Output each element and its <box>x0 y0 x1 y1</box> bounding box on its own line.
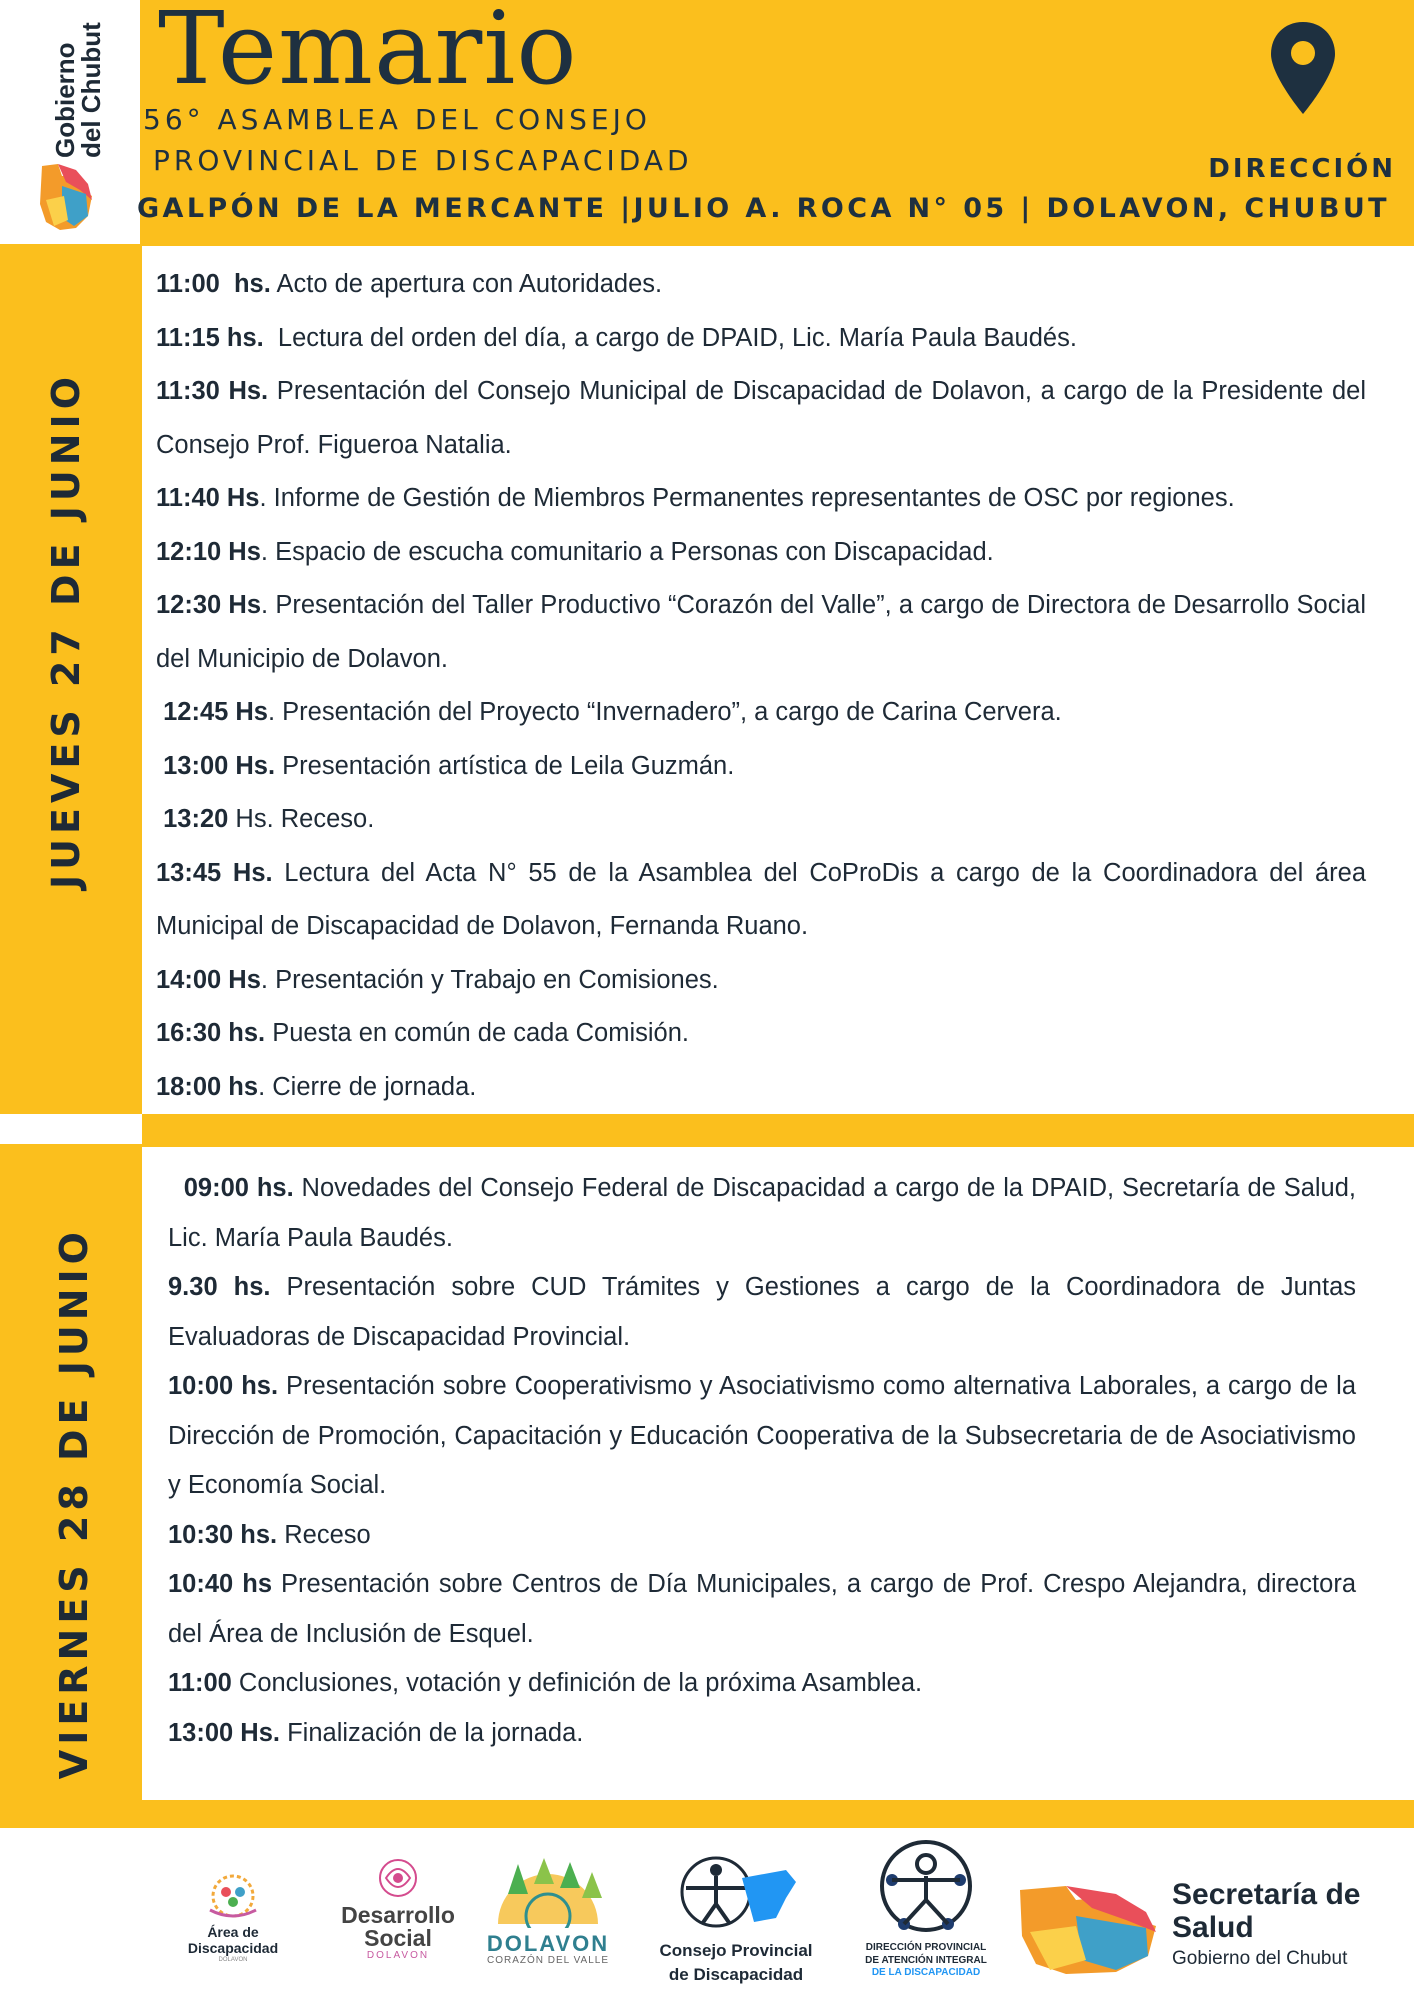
person-map-icon <box>636 1848 836 1934</box>
agenda-item <box>168 1511 1356 1561</box>
agenda-item-time: 11:00 <box>168 1669 232 1697</box>
location-pin-icon <box>1268 20 1338 116</box>
day2-agenda-list <box>168 1164 1371 1758</box>
logo1-line1: Área de <box>207 1924 259 1940</box>
logo6-line2: Salud <box>1172 1911 1254 1944</box>
logo5-line2: DE ATENCIÓN INTEGRAL <box>865 1954 987 1966</box>
subtitle-line-1: 56° ASAMBLEA DEL CONSEJO <box>143 103 651 136</box>
dolavon-logo <box>478 1854 618 1974</box>
separator <box>0 1114 142 1144</box>
agenda-item-time: 13:00 Hs. <box>156 751 276 780</box>
event-address: GALPÓN DE LA MERCANTE |JULIO A. ROCA N° 05 | DOLAVON, CHUBUT <box>136 193 1390 224</box>
agenda-item-time: 11:15 hs. <box>156 323 264 352</box>
agenda-item-text: Hs. Receso. <box>228 805 375 833</box>
secretaria-salud-text <box>1172 1878 1402 1974</box>
logo4-line2: de Discapacidad <box>668 1964 804 1984</box>
flower-icon <box>328 1854 468 1900</box>
direccion-label: DIRECCIÓN <box>1208 154 1396 184</box>
agenda-item-time: 13:45 Hs. <box>156 858 273 887</box>
logo3-line1: DOLAVON <box>486 1931 610 1956</box>
logo1-line2: Discapacidad <box>187 1940 279 1957</box>
agenda-item <box>168 1164 1364 1263</box>
agenda-item <box>156 365 1374 472</box>
logo1-line3: DOLAVON <box>218 1957 248 1964</box>
chubut-colored-map-icon <box>1016 1876 1166 1976</box>
agenda-item-time: 13:00 Hs. <box>168 1718 280 1747</box>
agenda-item <box>156 1007 1366 1061</box>
agenda-item-text: . Presentación del Taller Productivo “Corazón del Valle”, a cargo de Directora de Desarrollo Social del Municipio de Dolavon. <box>156 591 1374 673</box>
direccion-provincial-logo <box>852 1836 1000 1996</box>
agenda-item-time: 11:30 Hs. <box>156 377 269 405</box>
agenda-item-text: Novedades del Consejo Federal de Discapacidad a cargo de la DPAID, Secretaría de Salud, Lic. María Paula Baudés. <box>168 1174 1364 1252</box>
desarrollo-social-logo <box>328 1854 468 1974</box>
agenda-item-time: 13:20 <box>156 805 229 833</box>
agenda-item <box>156 1061 1366 1115</box>
agenda-item <box>168 1362 1371 1511</box>
day1-agenda-list <box>156 258 1374 1114</box>
secretaria-salud-map-logo <box>1016 1876 1166 1976</box>
hands-circle-icon <box>168 1870 298 1920</box>
chubut-map-icon <box>36 160 96 232</box>
agenda-item-text: Receso <box>277 1520 371 1549</box>
agenda-item-text: Lectura del orden del día, a cargo de DPAID, Lic. María Paula Baudés. <box>263 323 1077 352</box>
agenda-item-text: Presentación sobre Centros de Día Municipales, a cargo de Prof. Crespo Alejandra, directora del Área de Inclusión de Esquel. <box>168 1570 1364 1648</box>
agenda-item-text: Finalización de la jornada. <box>280 1718 584 1747</box>
agenda-item-time: 14:00 Hs <box>156 965 261 994</box>
agenda-item-time: 11:40 Hs <box>156 484 260 512</box>
agenda-item <box>156 954 1366 1008</box>
agenda-item-text: . Presentación del Proyecto “Invernadero”, a cargo de Carina Cervera. <box>268 698 1062 726</box>
agenda-item-text: Conclusiones, votación y definición de la próxima Asamblea. <box>231 1669 923 1697</box>
agenda-item-text: Acto de apertura con Autoridades. <box>270 270 663 298</box>
page-title: Temario <box>158 0 578 107</box>
sun-wheel-icon <box>478 1854 618 1928</box>
footer-logos <box>0 1828 1414 2000</box>
agenda-item-time: 12:30 Hs <box>156 591 262 619</box>
day1-label: JUEVES 27 DE JUNIO <box>44 372 88 889</box>
agenda-item <box>156 740 1366 794</box>
agenda-item <box>168 1709 1356 1759</box>
agenda-item-time: 12:45 Hs <box>156 698 268 726</box>
agenda-item-time: 11:00 hs. <box>156 270 271 298</box>
agenda-item-text: . Espacio de escucha comunitario a Personas con Discapacidad. <box>260 537 994 566</box>
agenda-item <box>156 793 1366 847</box>
agenda-item <box>156 472 1366 526</box>
agenda-item <box>168 1659 1356 1709</box>
logo5-line3: DE LA DISCAPACIDAD <box>871 1967 981 1978</box>
agenda-item <box>156 847 1374 954</box>
logo6-line3: Gobierno del Chubut <box>1172 1948 1348 1969</box>
agenda-item <box>156 526 1366 580</box>
agenda-item-text: Puesta en común de cada Comisión. <box>265 1019 689 1047</box>
agenda-item-time: 10:40 hs <box>168 1570 272 1598</box>
logo5-line1: DIRECCIÓN PROVINCIAL <box>865 1942 987 1953</box>
agenda-item-time: 12:10 Hs <box>156 537 261 566</box>
area-discapacidad-logo <box>168 1870 298 1980</box>
day2-label: VIERNES 28 DE JUNIO <box>52 1227 96 1780</box>
agenda-item <box>156 579 1374 686</box>
agenda-item-text: Presentación sobre Cooperativismo y Asociativismo como alternativa Laborales, a cargo de la Dirección de Promoción, Capacitación y Educación Cooperativa de la Subsecretaria de de Asociativismo y Economía Social. <box>168 1372 1371 1499</box>
agenda-item-text: Presentación artística de Leila Guzmán. <box>275 751 735 780</box>
agenda-item-time: 10:00 hs. <box>168 1372 279 1400</box>
consejo-provincial-logo <box>636 1848 836 1994</box>
logo4-line1: Consejo Provincial <box>659 1941 813 1960</box>
accessibility-person-icon <box>852 1836 1000 1938</box>
agenda-item-time: 9.30 hs. <box>168 1273 271 1301</box>
agenda-item-text: Lectura del Acta N° 55 de la Asamblea del CoProDis a cargo de la Coordinadora del área Municipal de Discapacidad de Dolavon, Fernanda Ruano. <box>156 858 1374 940</box>
agenda-item <box>168 1263 1364 1362</box>
gov-text-line2: del Chubut <box>76 22 106 158</box>
agenda-item <box>156 312 1366 366</box>
agenda-item-text: . Cierre de jornada. <box>258 1072 477 1101</box>
logo6-line1: Secretaría de <box>1172 1878 1361 1911</box>
agenda-item <box>156 258 1366 312</box>
logo2-line1: Desarrollo <box>341 1902 455 1928</box>
subtitle-line-2: PROVINCIAL DE DISCAPACIDAD <box>153 144 693 177</box>
gov-text-line1: Gobierno <box>50 42 80 158</box>
agenda-item-time: 09:00 hs. <box>168 1174 294 1202</box>
agenda-item-time: 18:00 hs <box>156 1072 259 1101</box>
logo2-line3: DOLAVON <box>366 1950 430 1961</box>
agenda-item-text: . Presentación y Trabajo en Comisiones. <box>260 965 719 994</box>
agenda-item-time: 10:30 hs. <box>168 1520 278 1549</box>
logo3-line2: CORAZÓN DEL VALLE <box>486 1955 610 1967</box>
agenda-item-text: . Informe de Gestión de Miembros Permanentes representantes de OSC por regiones. <box>259 484 1235 512</box>
logo2-line2: Social <box>364 1925 432 1951</box>
gobierno-chubut-logo-text <box>30 10 110 160</box>
agenda-item-time: 16:30 hs. <box>156 1019 266 1047</box>
agenda-item <box>168 1560 1364 1659</box>
agenda-item-text: Presentación del Consejo Municipal de Discapacidad de Dolavon, a cargo de la Presidente del Consejo Prof. Figueroa Natalia. <box>156 377 1374 459</box>
agenda-item-text: Presentación sobre CUD Trámites y Gestiones a cargo de la Coordinadora de Juntas Evaluadoras de Discapacidad Provincial. <box>168 1273 1364 1351</box>
agenda-item <box>156 686 1366 740</box>
